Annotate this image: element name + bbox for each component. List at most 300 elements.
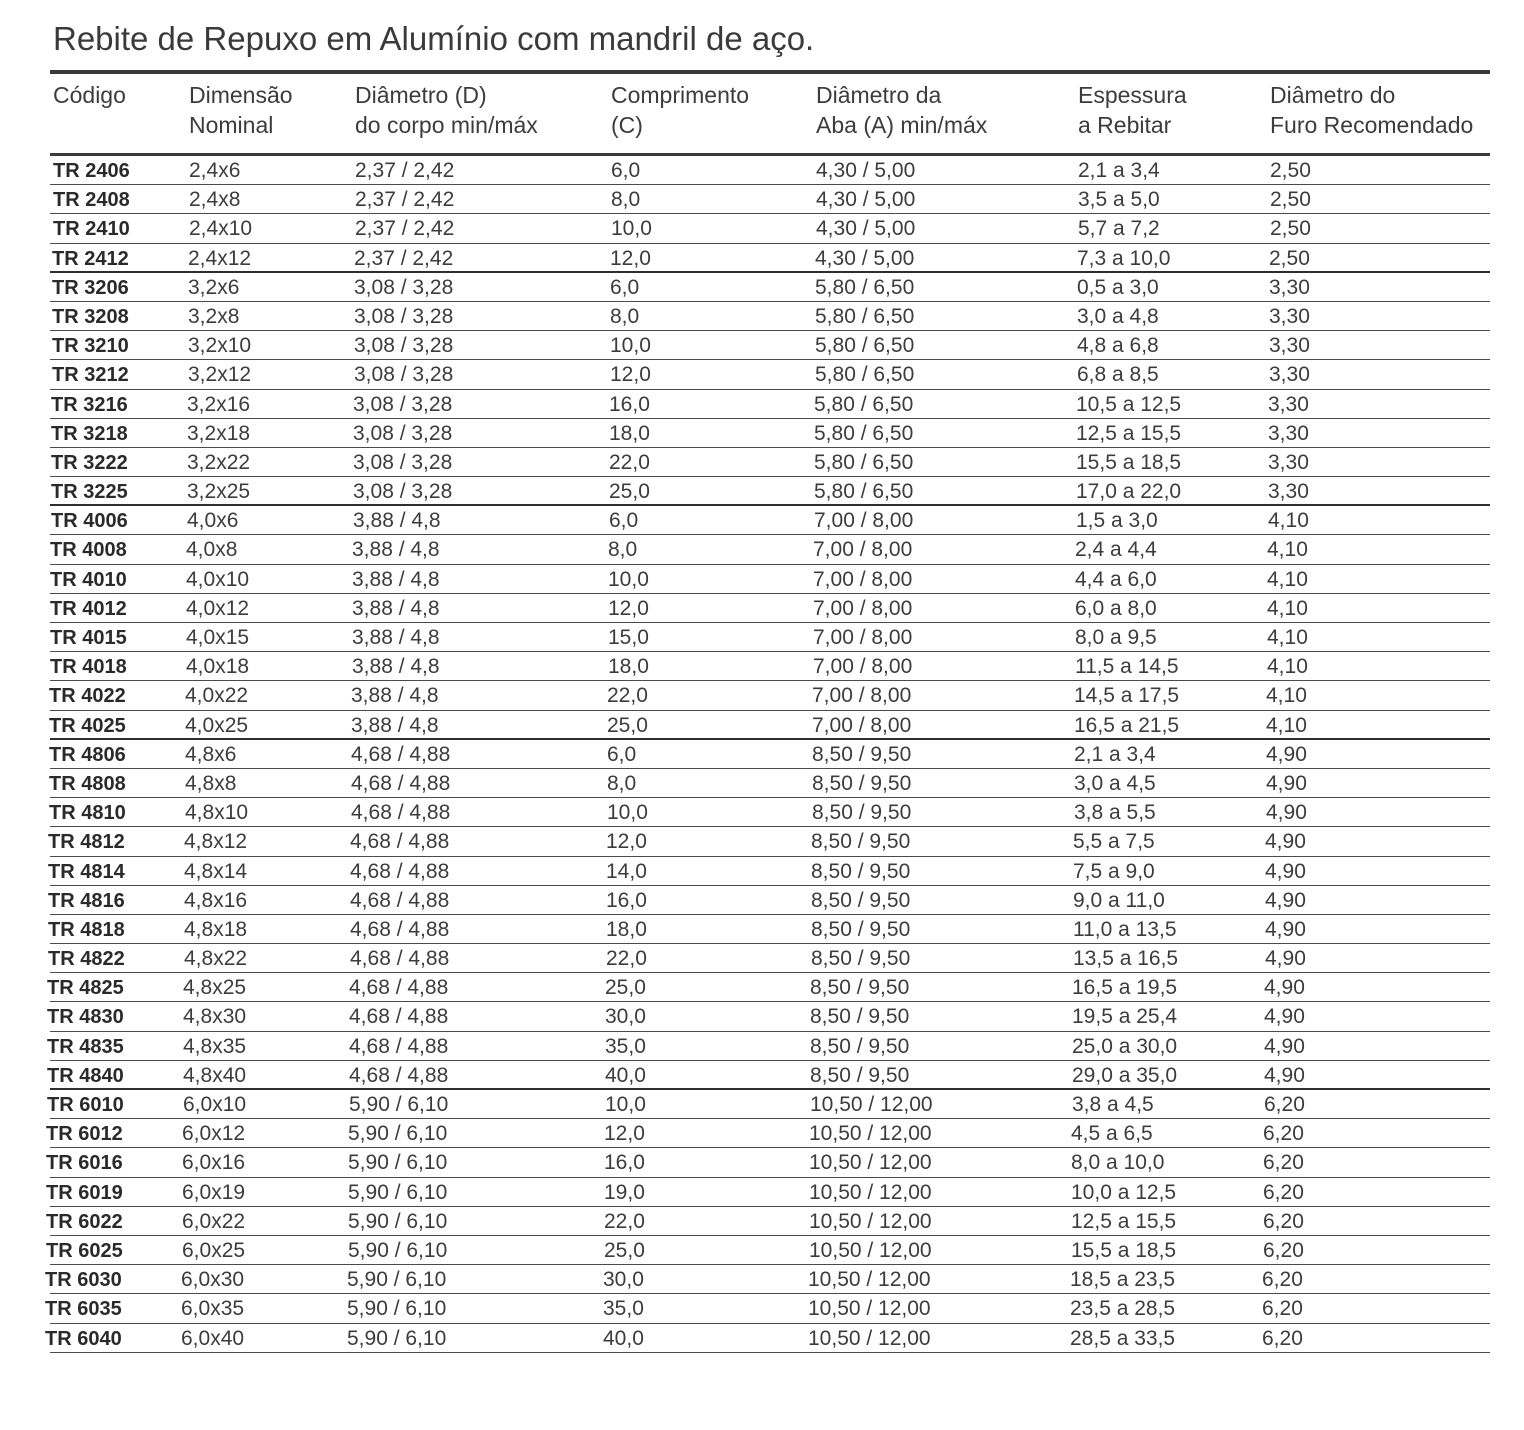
table-row [50,915,1490,944]
cell-comprimento: 22,0 [606,947,647,971]
cell-codigo: TR 4808 [49,772,126,795]
cell-dimensao-nominal: 4,8x12 [184,830,248,854]
cell-diametro-corpo: 4,68 / 4,88 [351,801,451,825]
cell-diametro-furo: 2,50 [1270,159,1311,182]
cell-codigo: TR 4825 [47,977,124,1000]
cell-diametro-furo: 4,10 [1266,684,1307,708]
cell-diametro-furo: 6,20 [1263,1238,1304,1262]
table-row [46,1207,1490,1236]
cell-diametro-corpo: 3,08 / 3,28 [354,304,454,328]
cell-comprimento: 16,0 [609,392,650,416]
table-row [50,857,1490,886]
cell-diametro-aba: 7,00 / 8,00 [814,509,914,533]
cell-dimensao-nominal: 2,4x6 [189,159,241,182]
cell-comprimento: 10,0 [608,567,649,591]
cell-espessura-rebitar: 3,5 a 5,0 [1078,188,1160,212]
cell-comprimento: 40,0 [605,1063,646,1087]
cell-diametro-furo: 2,50 [1270,217,1311,241]
cell-diametro-aba: 10,50 / 12,00 [809,1180,932,1204]
table-row [45,1324,1490,1353]
cell-diametro-furo: 4,90 [1264,1005,1305,1029]
cell-codigo: TR 4822 [48,948,125,971]
table-row [46,1119,1490,1148]
cell-diametro-corpo: 3,88 / 4,8 [353,509,441,533]
cell-codigo: TR 6012 [46,1123,123,1146]
cell-diametro-aba: 8,50 / 9,50 [812,771,912,795]
cell-diametro-furo: 4,10 [1266,713,1307,737]
cell-diametro-aba: 10,50 / 12,00 [808,1297,931,1321]
table-row [50,185,1490,214]
cell-dimensao-nominal: 4,8x16 [184,888,248,912]
cell-dimensao-nominal: 4,8x25 [183,976,247,1000]
cell-diametro-furo: 3,30 [1269,363,1310,387]
column-header-line2: a Rebitar [1078,112,1172,138]
cell-diametro-furo: 4,10 [1267,538,1308,562]
cell-diametro-corpo: 2,37 / 2,42 [355,159,455,182]
cell-diametro-aba: 8,50 / 9,50 [811,830,911,854]
cell-espessura-rebitar: 7,5 a 9,0 [1073,859,1155,883]
cell-espessura-rebitar: 19,5 a 25,4 [1072,1005,1178,1029]
cell-diametro-furo: 6,20 [1264,1093,1305,1116]
cell-dimensao-nominal: 6,0x12 [182,1122,246,1146]
cell-dimensao-nominal: 4,0x25 [185,713,249,737]
cell-diametro-furo: 4,10 [1267,626,1308,649]
column-header-line1: Dimensão [189,82,293,108]
column-header-line1: Diâmetro (D) [355,82,487,108]
cell-diametro-aba: 5,80 / 6,50 [814,450,914,474]
cell-diametro-furo: 4,90 [1265,947,1306,971]
table-header [50,74,1490,156]
cell-codigo: TR 4835 [47,1035,124,1058]
cell-dimensao-nominal: 3,2x10 [188,334,252,358]
cell-codigo: TR 4840 [47,1064,124,1087]
column-header-codigo [53,80,126,110]
cell-dimensao-nominal: 4,0x22 [185,684,249,708]
table-row [50,448,1490,477]
table-row [47,1090,1490,1119]
cell-comprimento: 19,0 [604,1180,645,1204]
column-header-line1: Código [53,82,126,108]
cell-codigo: TR 4810 [49,802,126,825]
table-row [50,419,1490,448]
cell-espessura-rebitar: 4,8 a 6,8 [1077,334,1159,358]
cell-espessura-rebitar: 25,0 a 30,0 [1072,1034,1178,1058]
cell-diametro-corpo: 4,68 / 4,88 [350,830,450,854]
cell-diametro-corpo: 3,08 / 3,28 [354,275,454,299]
cell-comprimento: 25,0 [607,713,648,737]
cell-comprimento: 14,0 [606,859,647,883]
column-header-comprimento [611,80,749,140]
cell-diametro-aba: 8,50 / 9,50 [811,947,911,971]
cell-codigo: TR 6035 [45,1298,122,1321]
cell-diametro-corpo: 4,68 / 4,88 [350,947,450,971]
cell-diametro-furo: 4,10 [1268,509,1309,533]
cell-diametro-aba: 10,50 / 12,00 [808,1326,931,1350]
cell-dimensao-nominal: 4,0x10 [186,567,250,591]
cell-diametro-furo: 4,90 [1264,1034,1305,1058]
cell-diametro-aba: 7,00 / 8,00 [813,567,913,591]
cell-dimensao-nominal: 3,2x6 [188,275,240,299]
table-row [50,944,1490,973]
cell-codigo: TR 2412 [52,247,129,270]
cell-espessura-rebitar: 2,1 a 3,4 [1078,159,1160,182]
cell-diametro-corpo: 5,90 / 6,10 [347,1297,447,1321]
cell-espessura-rebitar: 11,5 a 14,5 [1075,655,1179,679]
cell-comprimento: 12,0 [606,830,647,854]
table-row [50,273,1490,302]
cell-diametro-aba: 5,80 / 6,50 [815,304,915,328]
cell-espessura-rebitar: 0,5 a 3,0 [1077,275,1159,299]
cell-dimensao-nominal: 6,0x35 [181,1297,245,1321]
cell-diametro-furo: 3,30 [1268,392,1309,416]
cell-comprimento: 8,0 [607,771,637,795]
cell-comprimento: 18,0 [608,655,649,679]
cell-codigo: TR 4818 [48,918,125,941]
cell-diametro-corpo: 5,90 / 6,10 [347,1326,447,1350]
cell-diametro-furo: 2,50 [1270,188,1311,212]
cell-diametro-furo: 4,90 [1266,801,1307,825]
table-row [46,1148,1490,1177]
cell-diametro-corpo: 5,90 / 6,10 [348,1122,448,1146]
cell-dimensao-nominal: 2,4x8 [189,188,241,212]
cell-diametro-aba: 5,80 / 6,50 [815,275,915,299]
cell-diametro-corpo: 3,88 / 4,8 [352,567,440,591]
cell-diametro-furo: 3,30 [1268,480,1309,504]
cell-diametro-aba: 8,50 / 9,50 [812,801,912,825]
cell-codigo: TR 6040 [45,1327,122,1350]
cell-codigo: TR 6025 [46,1239,123,1262]
table-row [50,886,1490,915]
cell-dimensao-nominal: 3,2x8 [188,304,240,328]
cell-espessura-rebitar: 11,0 a 13,5 [1073,917,1177,941]
table-row [50,331,1490,360]
table-row [47,1002,1490,1031]
cell-dimensao-nominal: 4,0x6 [187,509,239,533]
table-row [50,302,1490,331]
cell-codigo: TR 4025 [49,714,126,737]
cell-espessura-rebitar: 15,5 a 18,5 [1071,1238,1177,1262]
cell-comprimento: 10,0 [610,334,651,358]
cell-diametro-corpo: 4,68 / 4,88 [351,771,451,795]
cell-comprimento: 40,0 [603,1326,644,1350]
cell-comprimento: 6,0 [609,509,639,533]
cell-codigo: TR 3206 [52,276,129,299]
cell-comprimento: 16,0 [604,1151,645,1175]
cell-dimensao-nominal: 4,8x14 [184,859,248,883]
cell-dimensao-nominal: 4,8x8 [185,771,237,795]
cell-dimensao-nominal: 2,4x10 [189,217,253,241]
cell-diametro-corpo: 3,88 / 4,8 [352,626,440,649]
cell-diametro-furo: 4,90 [1264,1063,1305,1087]
cell-dimensao-nominal: 6,0x30 [181,1268,245,1292]
column-header-espessura-rebitar [1078,80,1187,140]
cell-diametro-furo: 4,90 [1265,888,1306,912]
cell-diametro-corpo: 4,68 / 4,88 [349,1005,449,1029]
cell-comprimento: 10,0 [607,801,648,825]
column-header-line1: Diâmetro do [1270,82,1396,108]
cell-diametro-corpo: 2,37 / 2,42 [355,217,455,241]
cell-comprimento: 25,0 [604,1238,645,1262]
cell-diametro-corpo: 5,90 / 6,10 [348,1180,448,1204]
cell-codigo: TR 2408 [53,189,130,212]
cell-espessura-rebitar: 13,5 a 16,5 [1073,947,1179,971]
cell-diametro-corpo: 3,08 / 3,28 [354,334,454,358]
cell-diametro-furo: 6,20 [1262,1326,1303,1350]
cell-diametro-furo: 3,30 [1269,304,1310,328]
cell-espessura-rebitar: 3,8 a 5,5 [1074,801,1156,825]
cell-diametro-corpo: 4,68 / 4,88 [349,1063,449,1087]
column-header-line1: Comprimento [611,82,750,108]
cell-espessura-rebitar: 1,5 a 3,0 [1076,509,1158,533]
cell-diametro-aba: 10,50 / 12,00 [808,1268,931,1292]
cell-codigo: TR 4008 [50,539,127,562]
cell-diametro-corpo: 4,68 / 4,88 [349,976,449,1000]
cell-espessura-rebitar: 5,7 a 7,2 [1078,217,1160,241]
cell-diametro-aba: 7,00 / 8,00 [812,713,912,737]
cell-diametro-aba: 8,50 / 9,50 [812,742,912,766]
table-row [50,681,1490,710]
column-header-diametro-corpo [355,80,538,140]
cell-dimensao-nominal: 2,4x12 [188,246,252,270]
cell-diametro-aba: 8,50 / 9,50 [810,1063,910,1087]
cell-diametro-furo: 3,30 [1268,421,1309,445]
page-title: Rebite de Repuxo em Alumínio com mandril de aço. [53,20,815,57]
cell-espessura-rebitar: 16,5 a 21,5 [1074,713,1180,737]
cell-espessura-rebitar: 4,4 a 6,0 [1075,567,1157,591]
table-row [50,769,1490,798]
cell-comprimento: 16,0 [606,888,647,912]
cell-dimensao-nominal: 3,2x16 [187,392,251,416]
cell-diametro-aba: 10,50 / 12,00 [809,1238,932,1262]
cell-espessura-rebitar: 23,5 a 28,5 [1070,1297,1176,1321]
column-header-dimensao-nominal [189,80,293,140]
cell-diametro-corpo: 4,68 / 4,88 [350,859,450,883]
cell-diametro-corpo: 3,88 / 4,8 [351,684,439,708]
cell-comprimento: 35,0 [603,1297,644,1321]
cell-diametro-aba: 8,50 / 9,50 [810,976,910,1000]
cell-codigo: TR 4006 [51,510,128,533]
cell-diametro-furo: 4,90 [1265,917,1306,941]
cell-diametro-furo: 3,30 [1269,334,1310,358]
cell-comprimento: 22,0 [604,1209,645,1233]
cell-comprimento: 10,0 [611,217,652,241]
cell-codigo: TR 3225 [51,481,128,504]
table-row [50,798,1490,827]
table-row [46,1178,1490,1207]
cell-dimensao-nominal: 6,0x19 [182,1180,246,1204]
cell-diametro-aba: 4,30 / 5,00 [815,246,915,270]
cell-dimensao-nominal: 3,2x18 [187,421,251,445]
cell-diametro-corpo: 4,68 / 4,88 [349,1034,449,1058]
cell-comprimento: 8,0 [610,304,640,328]
table-row [47,1032,1490,1061]
cell-espessura-rebitar: 8,0 a 10,0 [1071,1151,1165,1175]
cell-diametro-furo: 4,90 [1265,830,1306,854]
table-row [50,390,1490,419]
rivet-spec-table [45,70,1490,1353]
cell-espessura-rebitar: 10,0 a 12,5 [1071,1180,1177,1204]
cell-dimensao-nominal: 3,2x22 [187,450,251,474]
cell-diametro-corpo: 2,37 / 2,42 [355,188,455,212]
cell-diametro-aba: 8,50 / 9,50 [811,917,911,941]
cell-espessura-rebitar: 6,0 a 8,0 [1075,596,1157,620]
cell-diametro-aba: 7,00 / 8,00 [813,596,913,620]
cell-comprimento: 8,0 [611,188,641,212]
cell-diametro-furo: 6,20 [1263,1180,1304,1204]
table-row [47,1061,1490,1090]
cell-codigo: TR 4022 [49,685,126,708]
cell-comprimento: 12,0 [610,363,651,387]
cell-diametro-aba: 8,50 / 9,50 [810,1005,910,1029]
cell-codigo: TR 6022 [46,1210,123,1233]
table-row [50,652,1490,681]
cell-comprimento: 25,0 [609,480,650,504]
cell-comprimento: 15,0 [608,626,649,649]
cell-espessura-rebitar: 6,8 a 8,5 [1077,363,1159,387]
cell-diametro-furo: 6,20 [1263,1122,1304,1146]
cell-diametro-furo: 6,20 [1262,1268,1303,1292]
cell-diametro-corpo: 5,90 / 6,10 [349,1093,449,1116]
cell-dimensao-nominal: 6,0x40 [181,1326,245,1350]
table-row [50,594,1490,623]
cell-diametro-furo: 3,30 [1269,275,1310,299]
cell-espessura-rebitar: 4,5 a 6,5 [1071,1122,1153,1146]
table-row [50,711,1490,740]
cell-comprimento: 18,0 [609,421,650,445]
cell-diametro-furo: 4,10 [1267,567,1308,591]
table-row [45,1265,1490,1294]
cell-codigo: TR 3216 [51,393,128,416]
table-row [45,1294,1490,1323]
cell-dimensao-nominal: 4,8x18 [184,917,248,941]
cell-dimensao-nominal: 6,0x25 [182,1238,246,1262]
cell-codigo: TR 4806 [49,743,126,766]
column-header-line1: Diâmetro da [816,82,942,108]
cell-espessura-rebitar: 12,5 a 15,5 [1076,421,1182,445]
cell-espessura-rebitar: 3,0 a 4,8 [1077,304,1159,328]
cell-codigo: TR 4010 [50,568,127,591]
column-header-line2: Nominal [189,112,274,138]
cell-comprimento: 25,0 [605,976,646,1000]
table-row [46,1236,1490,1265]
cell-diametro-corpo: 4,68 / 4,88 [350,888,450,912]
cell-diametro-furo: 6,20 [1262,1297,1303,1321]
cell-diametro-corpo: 5,90 / 6,10 [348,1151,448,1175]
cell-diametro-aba: 5,80 / 6,50 [814,421,914,445]
column-header-line1: Espessura [1078,82,1187,108]
cell-espessura-rebitar: 2,1 a 3,4 [1074,742,1156,766]
cell-dimensao-nominal: 6,0x22 [182,1209,246,1233]
cell-diametro-furo: 3,30 [1268,450,1309,474]
cell-dimensao-nominal: 4,0x15 [186,626,250,649]
cell-codigo: TR 3208 [52,305,129,328]
cell-comprimento: 22,0 [607,684,648,708]
cell-espessura-rebitar: 17,0 a 22,0 [1076,480,1182,504]
cell-diametro-corpo: 5,90 / 6,10 [348,1209,448,1233]
cell-codigo: TR 3212 [52,364,129,387]
cell-diametro-corpo: 3,88 / 4,8 [351,713,439,737]
cell-diametro-furo: 4,90 [1266,771,1307,795]
cell-comprimento: 6,0 [607,742,637,766]
cell-diametro-aba: 8,50 / 9,50 [811,859,911,883]
cell-espessura-rebitar: 18,5 a 23,5 [1070,1268,1176,1292]
cell-diametro-furo: 4,90 [1266,742,1307,766]
table-row [50,827,1490,856]
cell-diametro-aba: 8,50 / 9,50 [811,888,911,912]
cell-codigo: TR 2410 [53,218,130,241]
table-body [45,156,1490,1353]
cell-dimensao-nominal: 4,8x22 [184,947,248,971]
cell-dimensao-nominal: 4,0x8 [186,538,238,562]
cell-diametro-aba: 5,80 / 6,50 [815,334,915,358]
cell-diametro-corpo: 2,37 / 2,42 [354,246,454,270]
cell-comprimento: 12,0 [604,1122,645,1146]
cell-codigo: TR 3218 [51,422,128,445]
cell-dimensao-nominal: 4,8x40 [183,1063,247,1087]
cell-codigo: TR 6019 [46,1181,123,1204]
cell-diametro-corpo: 3,88 / 4,8 [352,538,440,562]
cell-diametro-aba: 7,00 / 8,00 [813,655,913,679]
cell-diametro-furo: 6,20 [1263,1209,1304,1233]
cell-diametro-furo: 4,90 [1264,976,1305,1000]
cell-diametro-aba: 5,80 / 6,50 [814,480,914,504]
cell-diametro-aba: 8,50 / 9,50 [810,1034,910,1058]
table-row [50,565,1490,594]
cell-espessura-rebitar: 3,0 a 4,5 [1074,771,1156,795]
cell-comprimento: 18,0 [606,917,647,941]
cell-diametro-furo: 4,10 [1267,655,1308,679]
cell-diametro-corpo: 4,68 / 4,88 [351,742,451,766]
cell-codigo: TR 2406 [53,160,130,182]
cell-diametro-furo: 4,90 [1265,859,1306,883]
cell-diametro-aba: 5,80 / 6,50 [814,392,914,416]
cell-codigo: TR 4015 [50,627,127,649]
cell-dimensao-nominal: 4,0x12 [186,596,250,620]
cell-diametro-corpo: 3,08 / 3,28 [353,421,453,445]
cell-diametro-corpo: 3,08 / 3,28 [353,392,453,416]
column-header-diametro-furo [1270,80,1473,140]
cell-codigo: TR 4814 [48,860,125,883]
cell-codigo: TR 6010 [47,1094,124,1116]
table-row [50,506,1490,535]
cell-espessura-rebitar: 3,8 a 4,5 [1072,1093,1154,1116]
cell-dimensao-nominal: 6,0x10 [183,1093,247,1116]
cell-diametro-corpo: 3,08 / 3,28 [353,480,453,504]
cell-diametro-aba: 7,00 / 8,00 [813,626,913,649]
cell-diametro-corpo: 4,68 / 4,88 [350,917,450,941]
cell-codigo: TR 4812 [48,831,125,854]
cell-comprimento: 8,0 [608,538,638,562]
cell-diametro-aba: 4,30 / 5,00 [816,188,916,212]
column-header-line2: do corpo min/máx [355,112,538,138]
cell-comprimento: 6,0 [610,275,640,299]
cell-espessura-rebitar: 15,5 a 18,5 [1076,450,1182,474]
column-header-diametro-aba [816,80,987,140]
cell-codigo: TR 6016 [46,1152,123,1175]
cell-diametro-aba: 5,80 / 6,50 [815,363,915,387]
cell-codigo: TR 4012 [50,597,127,620]
cell-diametro-furo: 6,20 [1263,1151,1304,1175]
table-row [50,214,1490,243]
cell-diametro-corpo: 5,90 / 6,10 [347,1268,447,1292]
cell-codigo: TR 3222 [51,451,128,474]
cell-diametro-aba: 10,50 / 12,00 [809,1122,932,1146]
cell-diametro-aba: 10,50 / 12,00 [810,1093,933,1116]
cell-dimensao-nominal: 3,2x25 [187,480,251,504]
cell-comprimento: 12,0 [608,596,649,620]
cell-codigo: TR 4816 [48,889,125,912]
cell-codigo: TR 3210 [52,335,129,358]
